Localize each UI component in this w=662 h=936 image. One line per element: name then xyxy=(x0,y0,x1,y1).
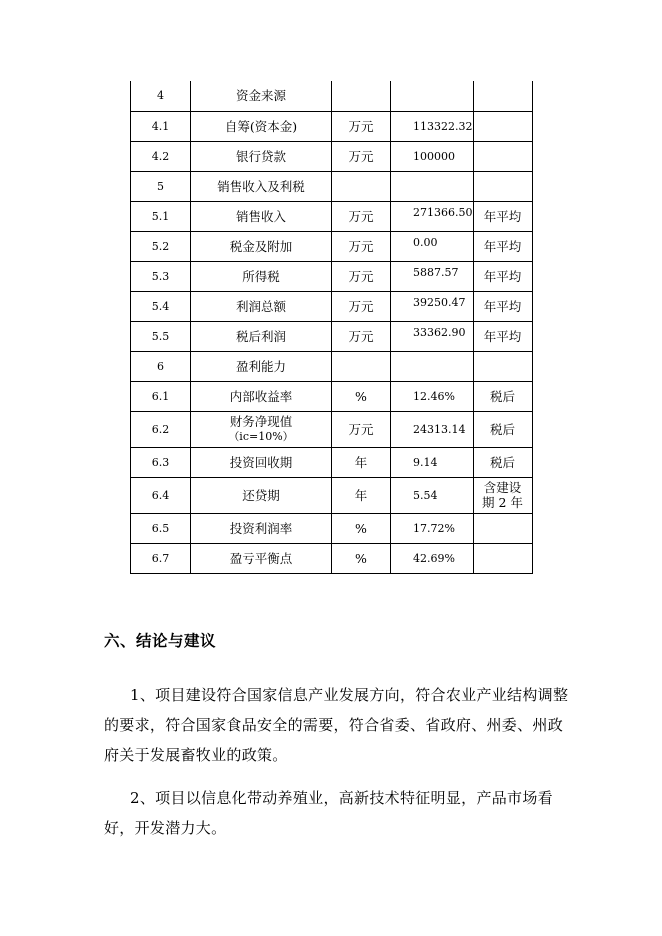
item-value: 39250.47 xyxy=(391,291,474,321)
section-heading: 六、结论与建议 xyxy=(104,631,217,650)
item-note: 年平均 xyxy=(473,261,532,291)
item-value xyxy=(391,351,474,381)
table-row xyxy=(131,351,533,381)
table-row xyxy=(131,513,533,543)
item-name: 税后利润 xyxy=(191,321,332,351)
item-value xyxy=(391,81,474,111)
item-note: 年平均 xyxy=(473,321,532,351)
item-note-subline: 期 2 年 xyxy=(482,495,523,510)
item-name: 还贷期 xyxy=(191,477,332,513)
item-name: 销售收入 xyxy=(191,201,332,231)
item-value: 271366.50 xyxy=(391,201,474,231)
item-note: 年平均 xyxy=(473,231,532,261)
item-value: 12.46% xyxy=(391,381,474,411)
conclusion-paragraph-2: 2、项目以信息化带动养殖业，高新技术特征明显，产品市场看好，开发潜力大。 xyxy=(104,789,553,837)
item-value: 0.00 xyxy=(391,231,474,261)
table-row xyxy=(131,201,533,231)
table-row xyxy=(131,111,533,141)
row-number: 6.3 xyxy=(131,447,191,477)
row-number: 6 xyxy=(131,351,191,381)
item-value: 9.14 xyxy=(391,447,474,477)
item-note: 税后 xyxy=(473,411,532,447)
item-name: 利润总额 xyxy=(191,291,332,321)
item-note: 年平均 xyxy=(473,291,532,321)
item-name xyxy=(191,411,332,447)
item-note-line: 含建设 xyxy=(483,480,522,495)
project-indicators-table xyxy=(130,81,533,574)
item-name-subline: （ic=10%） xyxy=(228,430,294,443)
row-number: 5 xyxy=(131,171,191,201)
table-row xyxy=(131,291,533,321)
table-row xyxy=(131,171,533,201)
row-number: 5.3 xyxy=(131,261,191,291)
table-row xyxy=(131,321,533,351)
item-value: 33362.90 xyxy=(391,321,474,351)
table-row xyxy=(131,543,533,573)
item-unit: % xyxy=(332,381,391,411)
table-row xyxy=(131,141,533,171)
item-unit: 万元 xyxy=(332,411,391,447)
row-number: 5.2 xyxy=(131,231,191,261)
conclusion-paragraph-1: 1、项目建设符合国家信息产业发展方向，符合农业产业结构调整的要求，符合国家食品安全的需要，符合省委、省政府、州委、州政府关于发展畜牧业的政策。 xyxy=(104,686,569,764)
item-name: 投资利润率 xyxy=(191,513,332,543)
item-unit xyxy=(332,351,391,381)
table-row xyxy=(131,81,533,111)
item-name: 投资回收期 xyxy=(191,447,332,477)
item-unit: 万元 xyxy=(332,321,391,351)
item-unit xyxy=(332,171,391,201)
item-name-line: 财务净现值 xyxy=(229,414,293,429)
item-note: 税后 xyxy=(473,447,532,477)
row-number: 5.5 xyxy=(131,321,191,351)
row-number: 6.7 xyxy=(131,543,191,573)
item-note xyxy=(473,351,532,381)
item-value: 5887.57 xyxy=(391,261,474,291)
item-note xyxy=(473,81,532,111)
row-number: 4 xyxy=(131,81,191,111)
item-value: 100000 xyxy=(391,141,474,171)
item-name: 盈利能力 xyxy=(191,351,332,381)
item-unit: % xyxy=(332,513,391,543)
item-unit: 年 xyxy=(332,477,391,513)
item-note: 年平均 xyxy=(473,201,532,231)
item-name: 所得税 xyxy=(191,261,332,291)
item-value xyxy=(391,171,474,201)
item-unit xyxy=(332,81,391,111)
item-unit: 万元 xyxy=(332,291,391,321)
item-unit: 年 xyxy=(332,447,391,477)
row-number: 5.4 xyxy=(131,291,191,321)
item-value: 42.69% xyxy=(391,543,474,573)
item-name: 内部收益率 xyxy=(191,381,332,411)
item-name: 银行贷款 xyxy=(191,141,332,171)
item-note xyxy=(473,477,532,513)
item-name: 盈亏平衡点 xyxy=(191,543,332,573)
row-number: 6.1 xyxy=(131,381,191,411)
table-row xyxy=(131,231,533,261)
table-row xyxy=(131,477,533,513)
item-unit: 万元 xyxy=(332,111,391,141)
item-name: 资金来源 xyxy=(191,81,332,111)
item-unit: 万元 xyxy=(332,231,391,261)
item-note xyxy=(473,543,532,573)
table-row xyxy=(131,447,533,477)
item-note xyxy=(473,141,532,171)
item-note xyxy=(473,111,532,141)
row-number: 5.1 xyxy=(131,201,191,231)
item-value: 24313.14 xyxy=(391,411,474,447)
item-name: 税金及附加 xyxy=(191,231,332,261)
item-unit: % xyxy=(332,543,391,573)
item-unit: 万元 xyxy=(332,201,391,231)
item-value: 113322.32 xyxy=(391,111,474,141)
item-value: 5.54 xyxy=(391,477,474,513)
row-number: 4.2 xyxy=(131,141,191,171)
item-name: 销售收入及利税 xyxy=(191,171,332,201)
item-unit: 万元 xyxy=(332,141,391,171)
row-number: 6.5 xyxy=(131,513,191,543)
item-note xyxy=(473,171,532,201)
item-name: 自筹(资本金) xyxy=(191,111,332,141)
item-note: 税后 xyxy=(473,381,532,411)
item-unit: 万元 xyxy=(332,261,391,291)
table-row xyxy=(131,261,533,291)
row-number: 6.4 xyxy=(131,477,191,513)
table-row xyxy=(131,411,533,447)
row-number: 4.1 xyxy=(131,111,191,141)
table-row xyxy=(131,381,533,411)
item-note xyxy=(473,513,532,543)
row-number: 6.2 xyxy=(131,411,191,447)
item-value: 17.72% xyxy=(391,513,474,543)
